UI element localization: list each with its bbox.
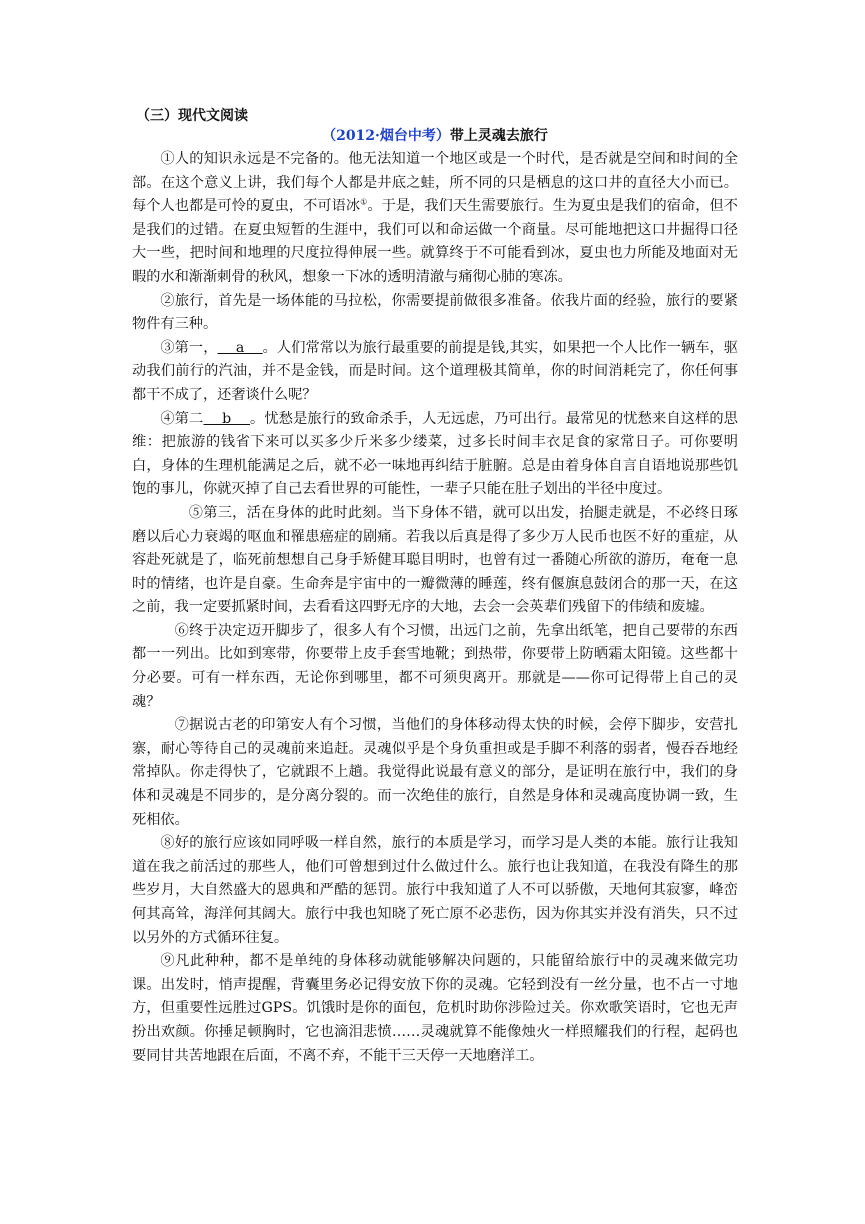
paragraph-3-text-a: ③第一， <box>160 339 218 356</box>
paragraph-5: ⑤第三，活在身体的此时此刻。当下身体不错，就可以出发，抬腿走就是，不必终日琢磨以后心力衰竭的呕血和罹患癌症的剧痛。若我以后真是得了多少万人民币也医不好的重症，从容赴死就是了，临死前想想自己身手矫健耳聪目明时，也曾有过一番随心所欲的游历，奄奄一息时的情绪，也许是自豪。生命奔是宇宙中的一瓣微薄的睡莲，终有偃旗息鼓闭合的那一天，在这之前，我一定要抓紧时间，去看看这四野无序的大地，去会一会英辈们残留下的伟绩和废墟。 <box>132 504 738 616</box>
paragraph-4-text-b: 。忧愁是旅行的致命杀手，人无远虑，乃可出行。最常见的忧愁来自这样的思维：把旅游的钱省下来可以买多少斤米多少缕菜，过多长时间丰衣足食的家常日子。可你要明白，身体的生理机能满足之后，就不必一味地再纠结于脏腑。总是由着身体自言自语地说那些饥饱的事儿，你就灭掉了自己去看世界的可能性，一辈子只能在肚子划出的半径中度过。 <box>132 410 738 498</box>
paragraph-3 <box>132 337 738 408</box>
paragraph-3-text-b: 。人们常常以为旅行最重要的前提是钱,其实，如果把一个人比作一辆车，驱动我们前行的汽油，并不是金钱，而是时间。这个道理极其简单，你的时间消耗完了，你任何事都干不成了，还奢谈什么呢？ <box>132 339 738 403</box>
footnote-marker: ① <box>360 197 368 207</box>
paragraph-2: ②旅行，首先是一场体能的马拉松，你需要提前做很多准备。依我片面的经验，旅行的要紧物件有三种。 <box>132 292 738 333</box>
paragraph-7: ⑦据说古老的印第安人有个习惯，当他们的身体移动得太快的时候，会停下脚步，安营扎寨，耐心等待自己的灵魂前来追赶。灵魂似乎是个身负重担或是手脚不利落的弱者，慢吞吞地经常掉队。你走得快了，它就跟不上趟。我觉得此说最有意义的部分，是证明在旅行中，我们的身体和灵魂是不同步的，是分离分裂的。而一次绝佳的旅行，自然是身体和灵魂高度协调一致，生死相依。 <box>132 717 738 828</box>
title-source: （2012·烟台中考） <box>322 128 450 144</box>
paragraph-1-text-b: 。于是，我们天生需要旅行。生为夏虫是我们的宿命，但不是我们的过错。在夏虫短暂的生涯中，我们可以和命运做一个商量。尽可能地把这口井掘得口径大一些，把时间和地理的尺度拉得伸展一些。就算终于不可能看到冰，夏虫也力所能及地面对无暇的水和渐渐刺骨的秋风，想象一下冰的透明清澈与痛彻心肺的寒冻。 <box>132 198 738 285</box>
document-page <box>132 100 738 1068</box>
paragraph-6: ⑥终于决定迈开脚步了，很多人有个习惯，出远门之前，先拿出纸笔，把自己要带的东西都一一列出。比如到寒带，你要带上皮手套雪地靴；到热带，你要带上防晒霜太阳镜。这些都十分必要。可有一样东西，无论你到哪里，都不可须臾离开。那就是——你可记得带上自己的灵魂？ <box>132 622 738 710</box>
section-heading: （三）现代文阅读 <box>136 108 248 124</box>
blank-b: b <box>203 410 250 427</box>
paragraph-4-text-a: ④第二 <box>160 410 204 427</box>
paragraph-8: ⑧好的旅行应该如同呼吸一样自然，旅行的本质是学习，而学习是人类的本能。旅行让我知道在我之前活过的那些人，他们可曾想到过什么做过什么。旅行也让我知道，在我没有降生的那些岁月，大自然盛大的恩典和严酷的惩罚。旅行中我知道了人不可以骄傲，天地何其寂寥，峰峦何其高耸，海洋何其阔大。旅行中我也知晓了死亡原不必悲伤，因为你其实并没有消失，只不过以另外的方式循环往复。 <box>132 835 738 946</box>
blank-a: a <box>217 339 263 356</box>
paragraph-1-text-a: ①人的知识永远是不完备的。他无法知道一个地区或是一个时代，是否就是空间和时间的全部。在这个意义上讲，我们每个人都是井底之蛙，所不同的只是栖息的这口井的直径大小而已。每个人也都是可怜的夏虫，不可语冰 <box>132 151 738 215</box>
paragraph-1 <box>132 148 738 290</box>
paragraph-4 <box>132 408 738 502</box>
article-title <box>132 126 738 146</box>
paragraph-9: ⑨凡此种种，都不是单纯的身体移动就能够解决问题的，只能留给旅行中的灵魂来做完功课。出发时，悄声提醒，背囊里务必记得安放下你的灵魂。它轻到没有一丝分量，也不占一寸地方，但重要性远胜过GPS。饥饿时是你的面包，危机时助你涉险过关。你欢歌笑语时，它也无声扮出欢颜。你捶足顿胸时，它也滴泪悲愤……灵魂就算不能像烛火一样照耀我们的行程，起码也要同甘共苦地跟在后面，不离不弃，不能干三天停一天地磨洋工。 <box>132 953 738 1064</box>
title-text: 带上灵魂去旅行 <box>449 128 548 144</box>
